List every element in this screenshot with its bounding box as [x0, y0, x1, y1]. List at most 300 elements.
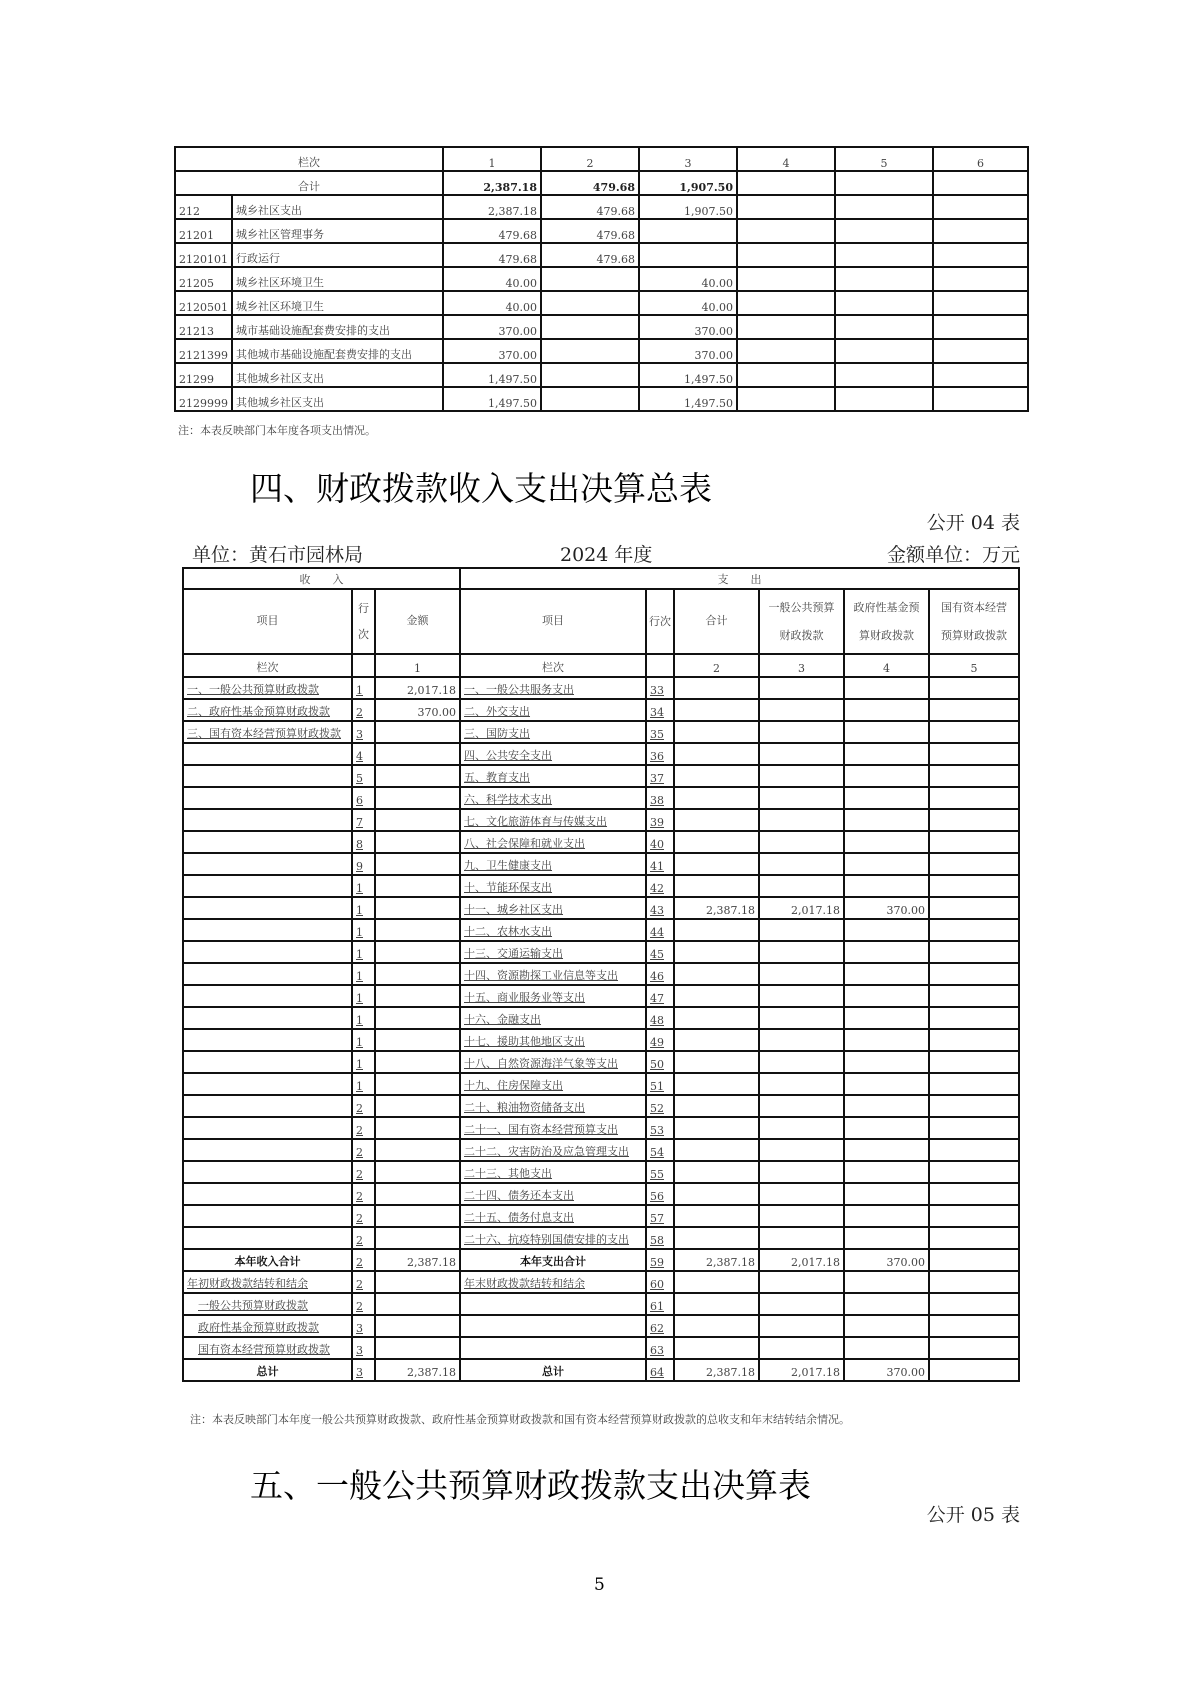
income-line: 1	[352, 1073, 375, 1095]
expense-value	[844, 1227, 929, 1249]
income-amount	[375, 1205, 460, 1227]
income-item	[183, 919, 352, 941]
expense-item: 二十四、债务还本支出	[460, 1183, 646, 1205]
expense-value	[759, 699, 844, 721]
income-amount	[375, 765, 460, 787]
summary-row	[183, 1315, 1019, 1337]
income-line: 1	[352, 875, 375, 897]
expense-item: 十六、金融支出	[460, 1007, 646, 1029]
table-row	[175, 219, 1028, 243]
section4-year: 2024 年度	[560, 544, 653, 566]
expense-value	[759, 919, 844, 941]
table-row	[183, 853, 1019, 875]
expense-value	[674, 985, 759, 1007]
income-line: 9	[352, 853, 375, 875]
income-amount	[375, 985, 460, 1007]
expense-value	[929, 897, 1019, 919]
income-amount	[375, 853, 460, 875]
expense-value	[844, 1337, 929, 1359]
expense-value	[759, 853, 844, 875]
table-row	[183, 743, 1019, 765]
expense-item	[460, 1293, 646, 1315]
income-line: 2	[352, 1139, 375, 1161]
row-code: 2129999	[175, 387, 232, 411]
expense-value	[674, 743, 759, 765]
expense-value	[759, 831, 844, 853]
income-amount	[375, 743, 460, 765]
expense-value	[674, 721, 759, 743]
expense-value	[844, 1139, 929, 1161]
income-item: 二、政府性基金预算财政拨款	[183, 699, 352, 721]
income-line: 2	[352, 1205, 375, 1227]
expense-value	[929, 721, 1019, 743]
expense-line: 34	[646, 699, 674, 721]
expense-value	[674, 919, 759, 941]
lanci-col-5: 5	[929, 654, 1019, 677]
expense-line: 58	[646, 1227, 674, 1249]
expense-value	[844, 919, 929, 941]
total-value	[737, 171, 835, 195]
expense-value	[759, 1139, 844, 1161]
expense-value	[759, 875, 844, 897]
col-in-amount: 金额	[375, 589, 460, 654]
expense-value	[674, 1293, 759, 1315]
column-header-row	[183, 589, 1019, 654]
table-row	[175, 291, 1028, 315]
expense-line: 40	[646, 831, 674, 853]
income-item: 总计	[183, 1359, 352, 1381]
row-value	[541, 363, 639, 387]
expense-value	[674, 1139, 759, 1161]
table-row	[183, 1029, 1019, 1051]
expense-line: 63	[646, 1337, 674, 1359]
expense-value	[929, 941, 1019, 963]
expense-value	[759, 743, 844, 765]
row-value: 479.68	[541, 195, 639, 219]
expense-line: 37	[646, 765, 674, 787]
expense-value	[759, 1029, 844, 1051]
expense-value	[674, 787, 759, 809]
income-item	[183, 809, 352, 831]
income-amount	[375, 1227, 460, 1249]
expense-line: 51	[646, 1073, 674, 1095]
expense-line: 38	[646, 787, 674, 809]
income-item	[183, 831, 352, 853]
expense-value	[759, 677, 844, 699]
expense-value	[759, 1095, 844, 1117]
expense-value	[844, 1029, 929, 1051]
expense-value	[929, 787, 1019, 809]
expense-line: 64	[646, 1359, 674, 1381]
expense-line: 53	[646, 1117, 674, 1139]
expense-value	[759, 765, 844, 787]
expense-line: 55	[646, 1161, 674, 1183]
expense-line: 41	[646, 853, 674, 875]
income-line: 7	[352, 809, 375, 831]
expense-value	[674, 1095, 759, 1117]
income-line: 1	[352, 941, 375, 963]
section4-currency: 金额单位：万元	[886, 544, 1020, 566]
income-line: 2	[352, 1117, 375, 1139]
expense-value	[674, 1183, 759, 1205]
expense-item: 七、文化旅游体育与传媒支出	[460, 809, 646, 831]
row-code: 21299	[175, 363, 232, 387]
income-item	[183, 963, 352, 985]
expense-item: 二十、粮油物资储备支出	[460, 1095, 646, 1117]
table-row	[183, 1073, 1019, 1095]
expense-value	[844, 1073, 929, 1095]
expense-item: 三、国防支出	[460, 721, 646, 743]
income-line: 1	[352, 963, 375, 985]
row-value	[933, 219, 1028, 243]
row-value	[933, 363, 1028, 387]
expense-value	[759, 809, 844, 831]
expense-value	[844, 699, 929, 721]
row-value	[737, 315, 835, 339]
expense-value	[844, 941, 929, 963]
expense-value	[929, 1359, 1019, 1381]
row-value: 479.68	[541, 243, 639, 267]
lanci-col-1: 1	[375, 654, 460, 677]
income-item	[183, 1051, 352, 1073]
table-row	[183, 985, 1019, 1007]
income-item	[183, 853, 352, 875]
expense-value	[759, 1293, 844, 1315]
expense-value	[929, 919, 1019, 941]
expense-value	[844, 1007, 929, 1029]
expense-value	[929, 1293, 1019, 1315]
row-value	[737, 243, 835, 267]
expense-value	[929, 1249, 1019, 1271]
income-line: 3	[352, 1359, 375, 1381]
expense-value	[759, 1117, 844, 1139]
income-amount: 2,387.18	[375, 1249, 460, 1271]
expense-item: 二、外交支出	[460, 699, 646, 721]
expense-value	[674, 809, 759, 831]
lanci-col-3: 3	[759, 654, 844, 677]
expense-item: 十七、援助其他地区支出	[460, 1029, 646, 1051]
expense-line: 45	[646, 941, 674, 963]
col-in-line: 行次	[352, 589, 375, 654]
row-value: 370.00	[639, 339, 737, 363]
expense-item: 二十三、其他支出	[460, 1161, 646, 1183]
row-value	[835, 387, 933, 411]
income-amount	[375, 1029, 460, 1051]
expense-value	[929, 1161, 1019, 1183]
expense-line: 33	[646, 677, 674, 699]
row-value	[737, 267, 835, 291]
expense-value: 2,387.18	[674, 1359, 759, 1381]
row-value	[737, 363, 835, 387]
income-item	[183, 941, 352, 963]
income-item	[183, 1007, 352, 1029]
expense-value	[844, 1205, 929, 1227]
expense-value	[759, 1073, 844, 1095]
expense-value	[929, 1227, 1019, 1249]
expense-value	[674, 1117, 759, 1139]
income-amount	[375, 1139, 460, 1161]
expense-item: 二十一、国有资本经营预算支出	[460, 1117, 646, 1139]
expense-value	[759, 1315, 844, 1337]
row-value	[541, 291, 639, 315]
income-item	[183, 1227, 352, 1249]
income-amount: 370.00	[375, 699, 460, 721]
income-item	[183, 743, 352, 765]
col-ex-state: 国有资本经营预算财政拨款	[929, 589, 1019, 654]
income-line: 1	[352, 1029, 375, 1051]
income-line: 2	[352, 1227, 375, 1249]
expense-value	[929, 831, 1019, 853]
income-line: 6	[352, 787, 375, 809]
income-amount	[375, 787, 460, 809]
row-value: 40.00	[639, 267, 737, 291]
row-name: 其他城市基础设施配套费安排的支出	[232, 339, 443, 363]
table-row	[175, 363, 1028, 387]
expense-value	[759, 1271, 844, 1293]
income-item	[183, 897, 352, 919]
expenditure-table	[174, 146, 1029, 412]
expense-line: 60	[646, 1271, 674, 1293]
expense-value: 370.00	[844, 1249, 929, 1271]
income-line: 2	[352, 1095, 375, 1117]
income-line: 2	[352, 1161, 375, 1183]
expense-item: 十二、农林水支出	[460, 919, 646, 941]
row-value	[541, 315, 639, 339]
header-col-6: 6	[933, 147, 1028, 171]
row-value	[541, 387, 639, 411]
expense-value	[844, 743, 929, 765]
table-row	[183, 677, 1019, 699]
expense-value	[759, 941, 844, 963]
row-value: 370.00	[443, 315, 541, 339]
row-name: 城乡社区环境卫生	[232, 267, 443, 291]
expense-line: 59	[646, 1249, 674, 1271]
expense-item: 总计	[460, 1359, 646, 1381]
income-amount	[375, 1051, 460, 1073]
income-line: 1	[352, 985, 375, 1007]
row-value	[835, 195, 933, 219]
expense-value	[674, 1315, 759, 1337]
summary-row	[183, 1359, 1019, 1381]
income-item	[183, 765, 352, 787]
table-row	[183, 721, 1019, 743]
expense-value: 2,387.18	[674, 897, 759, 919]
income-amount	[375, 1073, 460, 1095]
expense-value: 2,017.18	[759, 1249, 844, 1271]
table-row	[183, 875, 1019, 897]
expense-value	[759, 1183, 844, 1205]
income-item: 年初财政拨款结转和结余	[183, 1271, 352, 1293]
expense-value	[674, 941, 759, 963]
income-amount	[375, 919, 460, 941]
table-row	[183, 787, 1019, 809]
row-code: 212	[175, 195, 232, 219]
expense-value	[674, 1161, 759, 1183]
expense-item: 十八、自然资源海洋气象等支出	[460, 1051, 646, 1073]
expense-value	[929, 809, 1019, 831]
section5-title: 五、一般公共预算财政拨款支出决算表	[250, 1466, 811, 1505]
lanci-ex-label: 栏次	[460, 654, 646, 677]
row-value	[835, 363, 933, 387]
expense-item: 五、教育支出	[460, 765, 646, 787]
income-item: 国有资本经营预算财政拨款	[183, 1337, 352, 1359]
lanci-row	[183, 654, 1019, 677]
row-value	[933, 195, 1028, 219]
row-code: 21213	[175, 315, 232, 339]
row-name: 城乡社区管理事务	[232, 219, 443, 243]
table-row	[183, 1161, 1019, 1183]
income-item	[183, 1161, 352, 1183]
header-col-2: 2	[541, 147, 639, 171]
expense-value	[844, 809, 929, 831]
income-item: 本年收入合计	[183, 1249, 352, 1271]
row-value	[933, 267, 1028, 291]
row-value	[541, 267, 639, 291]
expense-line: 42	[646, 875, 674, 897]
expense-value	[844, 831, 929, 853]
row-value: 1,497.50	[443, 363, 541, 387]
income-item	[183, 1095, 352, 1117]
header-label: 栏次	[175, 147, 443, 171]
total-value: 479.68	[541, 171, 639, 195]
header-col-4: 4	[737, 147, 835, 171]
income-amount	[375, 1007, 460, 1029]
income-amount: 2,017.18	[375, 677, 460, 699]
table-row	[183, 765, 1019, 787]
row-value	[933, 315, 1028, 339]
expense-value	[674, 831, 759, 853]
expense-value: 370.00	[844, 897, 929, 919]
expense-item: 十三、交通运输支出	[460, 941, 646, 963]
income-amount	[375, 1271, 460, 1293]
expense-header: 支 出	[717, 573, 762, 586]
col-ex-total: 合计	[674, 589, 759, 654]
expense-value	[759, 1051, 844, 1073]
income-item: 一般公共预算财政拨款	[183, 1293, 352, 1315]
expense-item	[460, 1315, 646, 1337]
income-item	[183, 1139, 352, 1161]
table-row	[183, 1139, 1019, 1161]
expense-line: 50	[646, 1051, 674, 1073]
income-line: 2	[352, 1271, 375, 1293]
row-value: 2,387.18	[443, 195, 541, 219]
total-value: 2,387.18	[443, 171, 541, 195]
income-amount: 2,387.18	[375, 1359, 460, 1381]
table-row	[175, 195, 1028, 219]
table3-total-row	[175, 171, 1028, 195]
expense-value	[674, 1227, 759, 1249]
row-value	[737, 219, 835, 243]
expense-value	[844, 875, 929, 897]
row-code: 2120501	[175, 291, 232, 315]
table-row	[175, 267, 1028, 291]
expense-value	[844, 787, 929, 809]
row-value: 479.68	[443, 219, 541, 243]
expense-value	[674, 765, 759, 787]
table-row	[183, 1205, 1019, 1227]
total-value: 1,907.50	[639, 171, 737, 195]
row-value: 370.00	[639, 315, 737, 339]
income-line: 4	[352, 743, 375, 765]
income-amount	[375, 963, 460, 985]
row-code: 2121399	[175, 339, 232, 363]
expense-item: 二十二、灾害防治及应急管理支出	[460, 1139, 646, 1161]
table3-header-row	[175, 147, 1028, 171]
section4-note: 注：本表反映部门本年度一般公共预算财政拨款、政府性基金预算财政拨款和国有资本经营预算财政拨款的总收支和年末结转结余情况。	[190, 1413, 850, 1426]
row-value	[639, 219, 737, 243]
table-row	[183, 941, 1019, 963]
expense-value	[929, 875, 1019, 897]
income-item: 一、一般公共预算财政拨款	[183, 677, 352, 699]
expense-value	[929, 1337, 1019, 1359]
row-value	[933, 387, 1028, 411]
expense-item: 十五、商业服务业等支出	[460, 985, 646, 1007]
expense-line: 62	[646, 1315, 674, 1337]
row-value: 479.68	[541, 219, 639, 243]
expense-value	[929, 1051, 1019, 1073]
income-item	[183, 1029, 352, 1051]
expense-value	[929, 1095, 1019, 1117]
expense-value	[674, 1205, 759, 1227]
summary-row	[183, 1249, 1019, 1271]
income-amount	[375, 721, 460, 743]
summary-row	[183, 1271, 1019, 1293]
row-value	[639, 243, 737, 267]
income-line: 3	[352, 1337, 375, 1359]
row-value	[835, 291, 933, 315]
row-value	[835, 339, 933, 363]
row-value	[933, 243, 1028, 267]
row-code: 21205	[175, 267, 232, 291]
row-value	[835, 219, 933, 243]
group-header-row	[183, 568, 1019, 589]
row-value: 1,497.50	[639, 363, 737, 387]
expense-value	[929, 699, 1019, 721]
fiscal-summary-table	[182, 567, 1020, 1382]
expense-value	[759, 1227, 844, 1249]
income-item	[183, 1183, 352, 1205]
expense-value	[844, 1095, 929, 1117]
table-row	[183, 699, 1019, 721]
row-value	[835, 267, 933, 291]
expense-value	[929, 963, 1019, 985]
row-value: 479.68	[443, 243, 541, 267]
table-row	[175, 387, 1028, 411]
section4-table-no: 公开 04 表	[926, 512, 1020, 534]
lanci-col-4: 4	[844, 654, 929, 677]
expense-line: 46	[646, 963, 674, 985]
section5-table-no: 公开 05 表	[926, 1504, 1020, 1526]
expense-value	[929, 765, 1019, 787]
total-value	[835, 171, 933, 195]
expense-item: 六、科学技术支出	[460, 787, 646, 809]
expense-item: 二十五、债务付息支出	[460, 1205, 646, 1227]
expense-value	[929, 743, 1019, 765]
income-amount	[375, 1315, 460, 1337]
expense-value	[844, 985, 929, 1007]
total-value	[933, 171, 1028, 195]
expense-line: 61	[646, 1293, 674, 1315]
row-value	[737, 291, 835, 315]
income-amount	[375, 1095, 460, 1117]
expense-value	[929, 1271, 1019, 1293]
summary-row	[183, 1337, 1019, 1359]
expense-item: 十一、城乡社区支出	[460, 897, 646, 919]
col-ex-line: 行次	[646, 589, 674, 654]
expense-value	[844, 1117, 929, 1139]
row-value	[541, 339, 639, 363]
table-row	[183, 919, 1019, 941]
